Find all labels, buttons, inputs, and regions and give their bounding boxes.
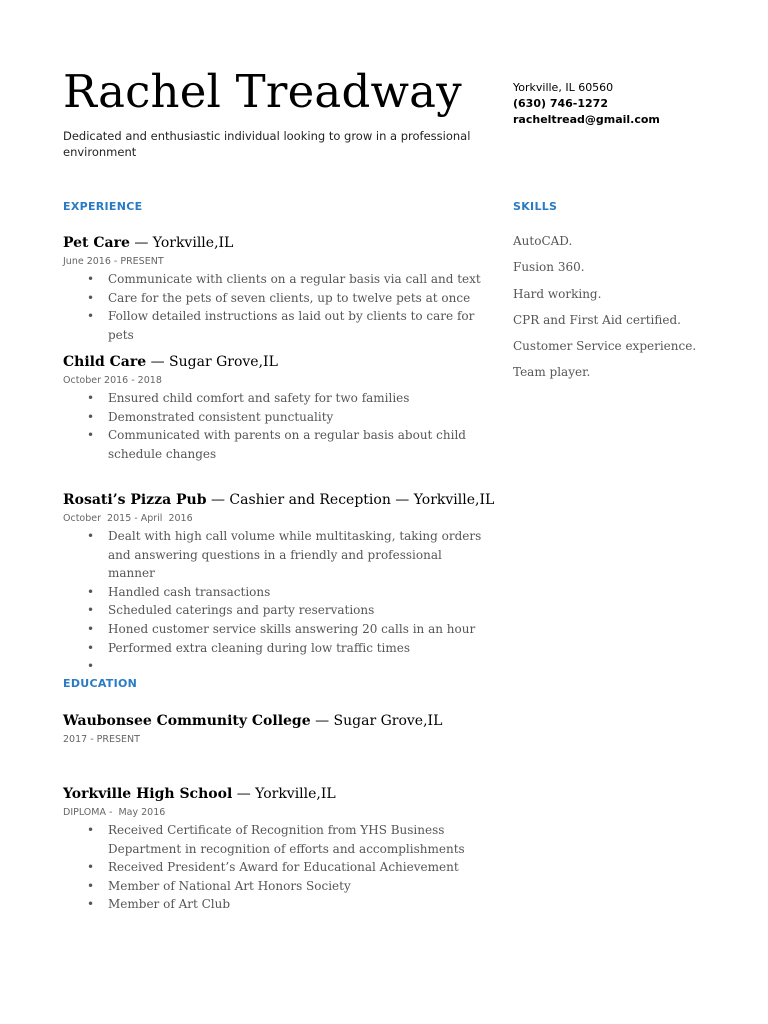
school-name: Waubonsee Community College — [63, 713, 311, 729]
job-role: Rosati’s Pizza Pub — [63, 492, 207, 508]
list-item: • Member of Art Club — [63, 895, 483, 914]
list-item: • Communicated with parents on a regular basis about child schedule changes — [63, 426, 483, 463]
skill-item: CPR and First Aid certified. — [513, 312, 681, 327]
resume-name: Rachel Treadway — [63, 65, 462, 118]
job-dates: October 2016 - 2018 — [63, 375, 162, 386]
job-entry — [63, 491, 495, 657]
skill-item: Fusion 360. — [513, 260, 585, 275]
job-title — [63, 353, 483, 371]
school-title — [63, 712, 483, 730]
job-dates: June 2016 - PRESENT — [63, 256, 164, 267]
contact-block — [513, 80, 753, 128]
job-bullets — [63, 389, 483, 463]
list-item: • Scheduled caterings and party reservations — [63, 601, 483, 620]
school-detail: — Sugar Grove,IL — [310, 713, 443, 729]
list-item: • Performed extra cleaning during low traffic times — [63, 639, 483, 658]
skills-heading: SKILLS — [513, 200, 558, 213]
list-item: • Handled cash transactions — [63, 583, 483, 602]
list-item: • Member of National Art Honors Society — [63, 877, 483, 896]
job-bullets — [63, 527, 483, 657]
job-role: Pet Care — [63, 235, 130, 251]
school-entry — [63, 785, 483, 914]
list-item: • Demonstrated consistent punctuality — [63, 408, 483, 427]
list-item: • Ensured child comfort and safety for two families — [63, 389, 483, 408]
contact-address: Yorkville, IL 60560 — [513, 81, 614, 94]
school-dates: 2017 - PRESENT — [63, 734, 140, 745]
list-item: • Received Certificate of Recognition from YHS Business Department in recognition of efforts and accomplishments — [63, 821, 483, 858]
skill-item: Hard working. — [513, 286, 602, 301]
school-bullets — [63, 821, 483, 914]
list-item: • Care for the pets of seven clients, up to twelve pets at once — [63, 289, 483, 308]
job-detail: — Sugar Grove,IL — [146, 354, 278, 370]
job-title — [63, 234, 483, 252]
list-item: • Communicate with clients on a regular basis via call and text — [63, 270, 483, 289]
school-entry — [63, 712, 483, 746]
job-entry — [63, 353, 483, 463]
education-heading: EDUCATION — [63, 677, 138, 690]
job-detail: — Cashier and Reception — Yorkville,IL — [206, 492, 495, 508]
list-item: • Honed customer service skills answering 20 calls in an hour — [63, 620, 483, 639]
job-dates: October 2015 - April 2016 — [63, 513, 193, 524]
job-role: Child Care — [63, 354, 147, 370]
job-entry — [63, 234, 483, 344]
school-detail: — Yorkville,IL — [232, 786, 336, 802]
skills-list — [513, 232, 753, 390]
job-bullets — [63, 270, 483, 344]
resume-tagline: Dedicated and enthusiastic individual looking to grow in a professional environment — [63, 129, 471, 159]
school-dates: DIPLOMA - May 2016 — [63, 807, 166, 818]
school-name: Yorkville High School — [63, 786, 233, 802]
list-item: • Received President’s Award for Educational Achievement — [63, 858, 483, 877]
list-item: • Dealt with high call volume while multitasking, taking orders and answering questions in a friendly and professional manner — [63, 527, 483, 583]
list-item: • Follow detailed instructions as laid out by clients to care for pets — [63, 307, 483, 344]
skill-item: Team player. — [513, 365, 591, 380]
experience-heading: EXPERIENCE — [63, 200, 143, 213]
school-title — [63, 785, 483, 803]
contact-email: racheltread@gmail.com — [513, 113, 660, 126]
job-title — [63, 491, 495, 509]
skill-item: Customer Service experience. — [513, 339, 697, 354]
contact-phone: (630) 746-1272 — [513, 97, 608, 110]
skill-item: AutoCAD. — [513, 234, 573, 248]
job-detail: — Yorkville,IL — [129, 235, 234, 251]
